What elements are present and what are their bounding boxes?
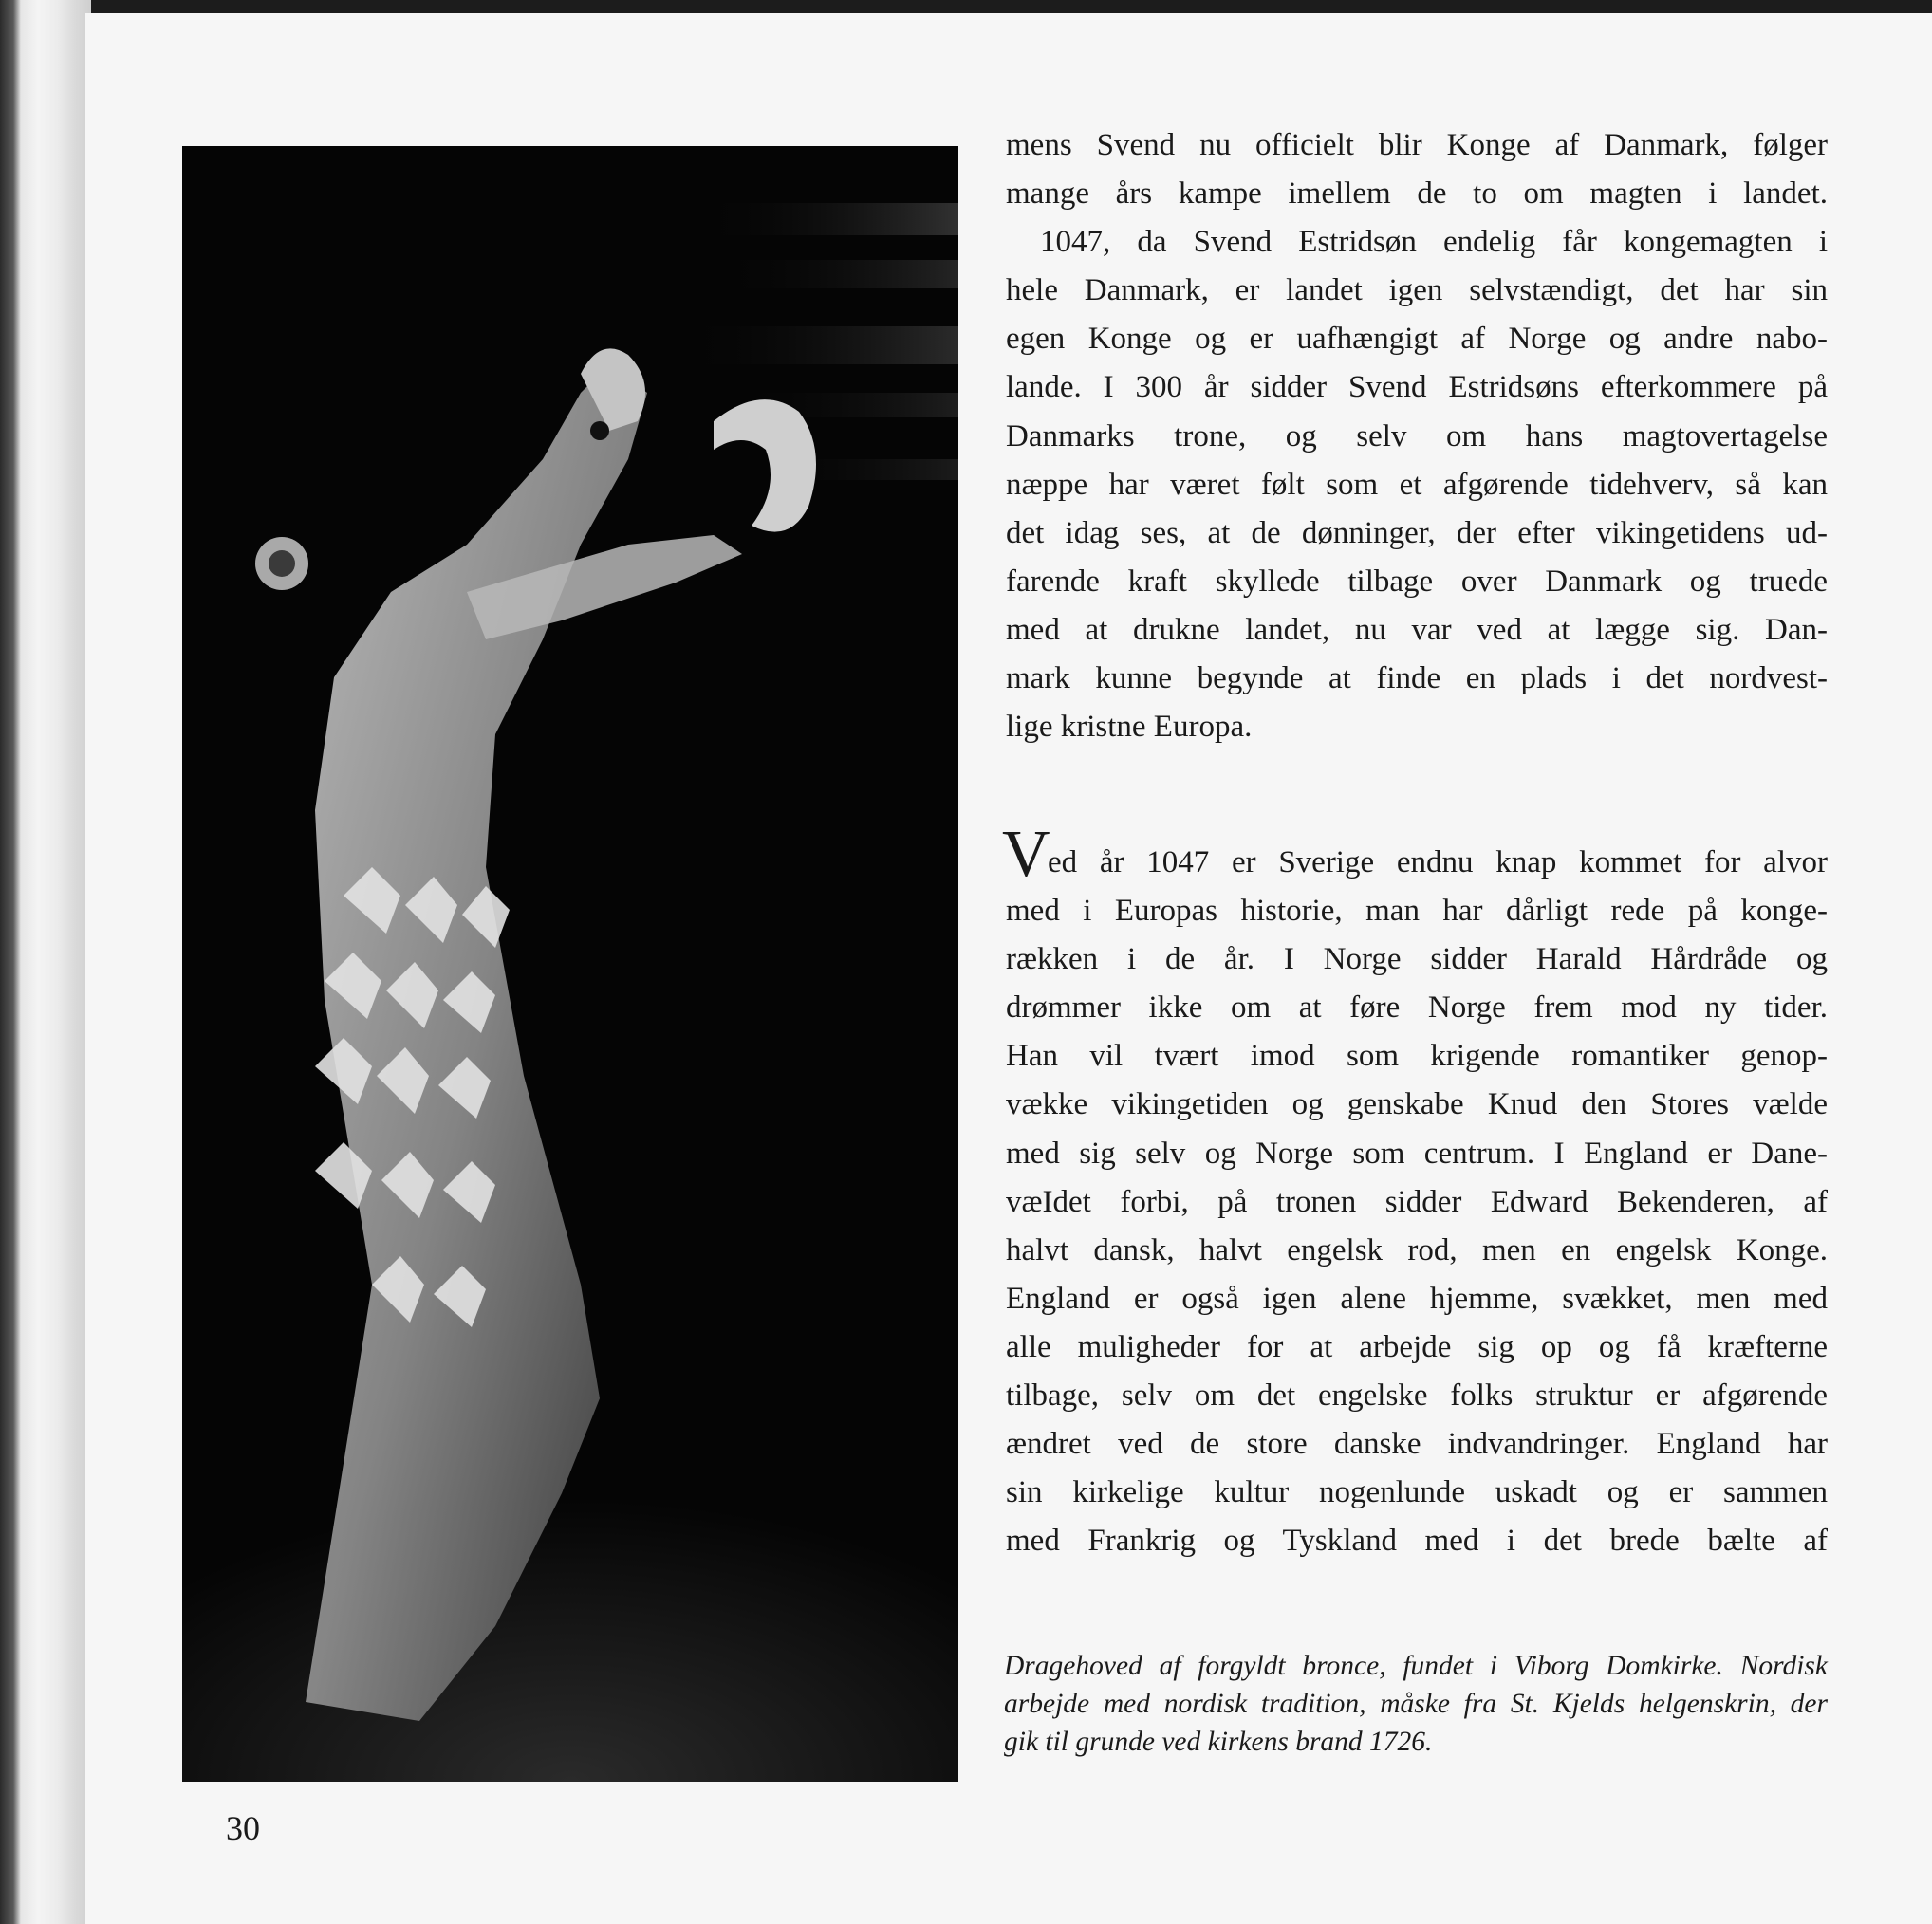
text-line: det idag ses, at de dønninger, der efter vikingetidens ud- (1006, 515, 1828, 550)
text-line: mens Svend nu officielt blir Konge af Danmark, følger (1006, 128, 1828, 162)
page-number: 30 (226, 1809, 260, 1847)
text-line: lande. I 300 år sidder Svend Estridsøns efterkommere på (1006, 370, 1828, 405)
caption-line: Dragehoved af forgyldt bronce, fundet i Viborg Domkirke. Nordisk (1004, 1651, 1828, 1681)
caption-line: arbejde med nordisk tradition, måske fra St. Kjelds helgenskrin, der (1004, 1689, 1828, 1719)
caption-line: gik til grunde ved kirkens brand 1726. (1004, 1727, 1433, 1757)
body-paragraph-1 (1006, 121, 1828, 751)
text-line: drømmer ikke om at føre Norge frem mod ny tider. (1006, 990, 1828, 1026)
text-line: næppe har været følt som et afgørende tidehverv, så kan (1006, 467, 1828, 502)
dragon-head-illustration (182, 146, 958, 1782)
text-line: rækken i de år. I Norge sidder Harald Hårdråde og (1006, 942, 1828, 977)
dragon-head-photo (182, 146, 958, 1782)
text-line: Han vil tvært imod som krigende romantiker genop- (1006, 1039, 1828, 1074)
text-line: med at drukne landet, nu var ved at lægge sig. Dan- (1006, 612, 1828, 647)
text-line: med i Europas historie, man har dårligt rede på konge- (1006, 894, 1828, 929)
photo-caption (1004, 1647, 1828, 1761)
text-line: hele Danmark, er landet igen selvstændigt, det har sin (1006, 273, 1828, 308)
drop-cap: V (1002, 818, 1050, 891)
text-line: sin kirkelige kultur nogenlunde uskadt og er sammen (1006, 1475, 1828, 1510)
text-line: ed år 1047 er Sverige endnu knap kommet for alvor (1048, 845, 1828, 879)
text-line: egen Konge og er uafhængigt af Norge og andre nabo- (1006, 322, 1828, 357)
text-line: tilbage, selv om det engelske folks struktur er afgørende (1006, 1378, 1828, 1414)
text-line: England er også igen alene hjemme, svækket, men med (1006, 1281, 1828, 1316)
text-line: vække vikingetiden og genskabe Knud den Stores vælde (1006, 1087, 1828, 1122)
text-line: mange års kampe imellem de to om magten i landet. (1006, 176, 1828, 212)
text-line: med sig selv og Norge som centrum. I England er Dane- (1006, 1136, 1828, 1171)
text-line: mark kunne begynde at finde en plads i det nordvest- (1006, 661, 1828, 696)
text-line: halvt dansk, halvt engelsk rod, men en engelsk Konge. (1006, 1232, 1828, 1267)
text-line: ændret ved de store danske indvandringer. England har (1006, 1427, 1828, 1462)
text-line: lige kristne Europa. (1006, 710, 1253, 745)
text-line: 1047, da Svend Estridsøn endelig får kongemagten i (1040, 225, 1828, 260)
book-cover-edge (0, 0, 91, 1924)
text-line: med Frankrig og Tyskland med i det brede bælte af (1006, 1524, 1828, 1559)
body-paragraph-2 (1006, 839, 1828, 1565)
text-line: farende kraft skyllede tilbage over Danmark og truede (1006, 564, 1828, 599)
text-line: væIdet forbi, på tronen sidder Edward Bekenderen, af (1006, 1184, 1828, 1219)
text-line: Danmarks trone, og selv om hans magtovertagelse (1006, 418, 1828, 453)
text-line: alle muligheder for at arbejde sig op og få kræfterne (1006, 1329, 1828, 1364)
